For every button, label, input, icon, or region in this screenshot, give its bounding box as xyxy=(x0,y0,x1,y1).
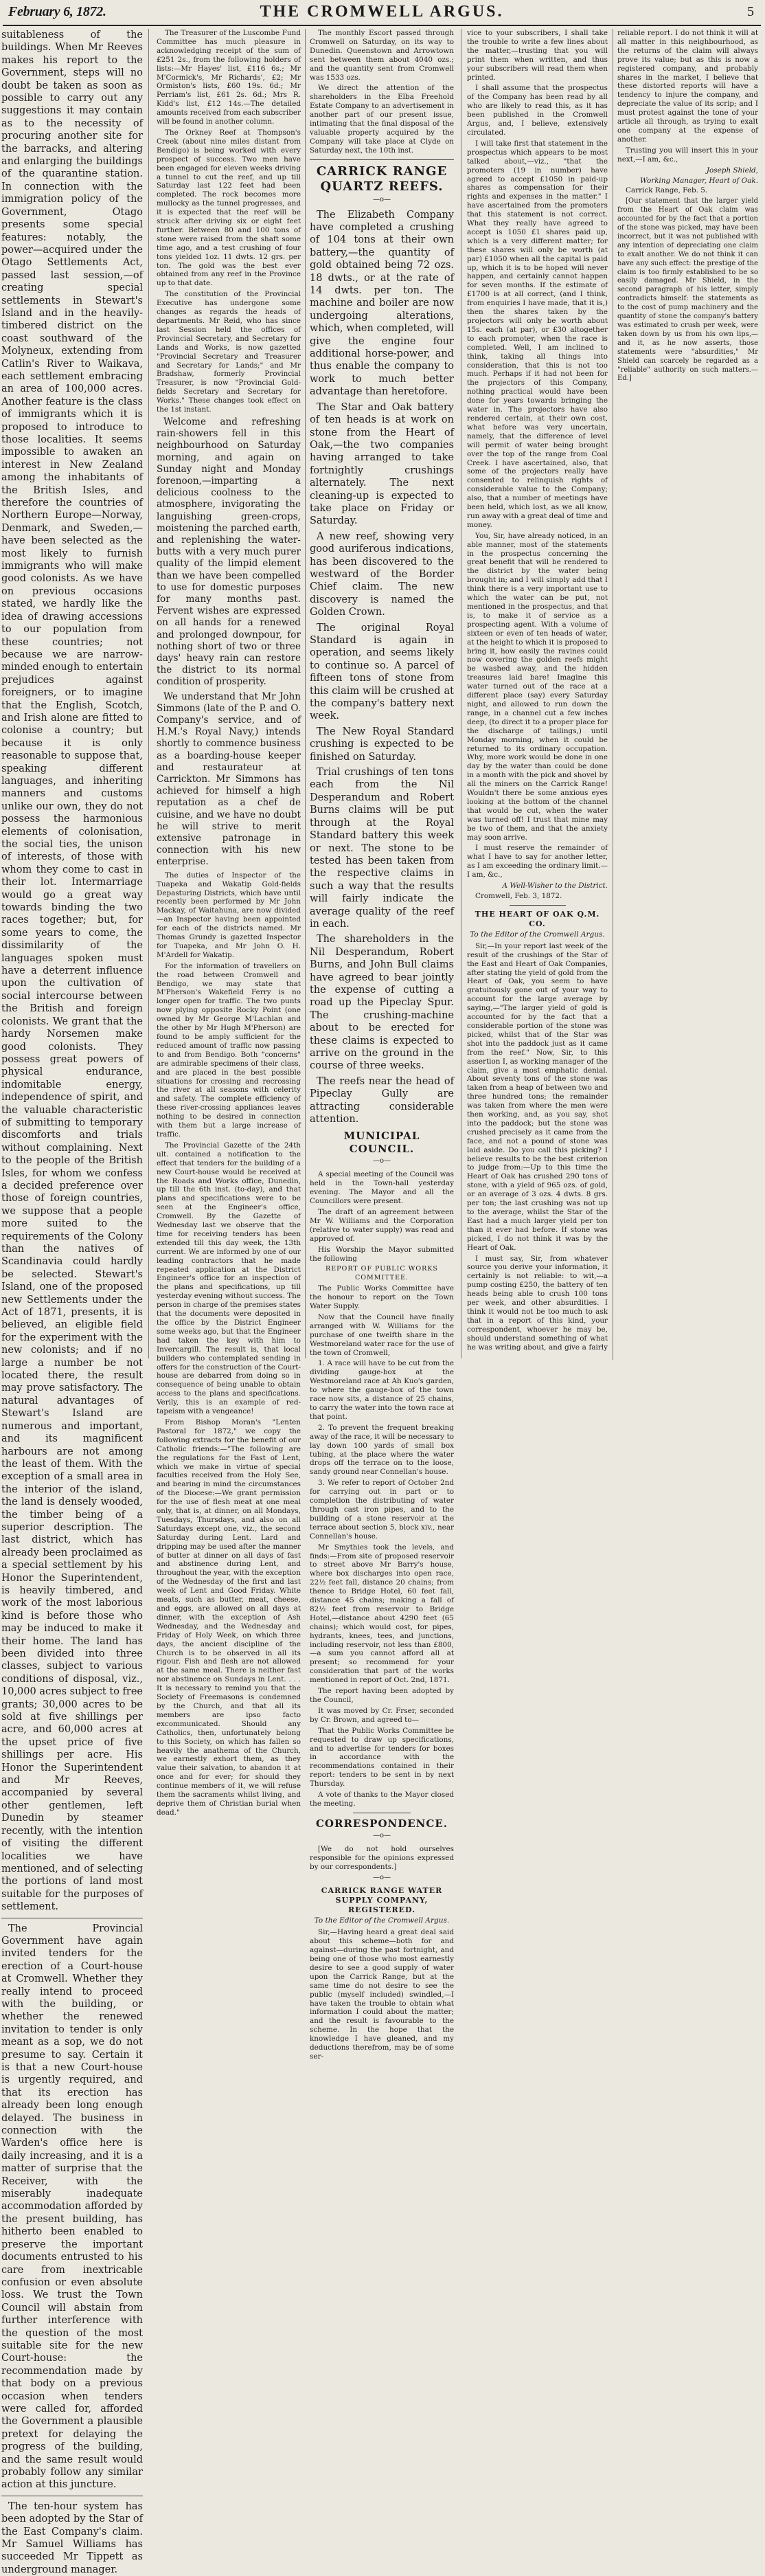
report-paragraph: 2. To prevent the frequent breaking away of the race, it will be necessary to lay down 100 yards of small box tubing, at the place where the water drops off the terrace on to the loose, sandy ground near Connellan's house. xyxy=(310,1423,454,1477)
letter-paragraph: You, Sir, have already noticed, in an able manner, most of the statements in the prospectus concerning the great benefit that will be rendered to the district by the water being brought in; and I will simply add that I think there is a very important use to which the water can be put, not mentioned in the prospectus, and that is, to make it of service as a prospecting agent. With a volume of sixteen or even of ten heads of water, at the height to which it is proposed to bring it, how easily the ravines could now covering the golden reefs might be washed away, and the hidden treasures laid bare! Imagine this water turned out of the race at a different place (say) every Saturday night, and allowed to run down the range, in a channel cut a few inches deep, (to direct it to a proper place for the discharge of tailings,) until Monday morning, when it could be returned to its ordinary occupation. Why, more work would be done in one day by the water than could be done in a month with the pick and shovel by all the miners on the Carrick Range! Wouldn't there be some anxious eyes looking at the bottom of the channel that would be cut, when the water was turned off! I trust that mine may be two of them, and that the anxiety may soon arrive. xyxy=(467,531,608,842)
report-paragraph: 3. We refer to report of October 2nd for carrying out in part or to completion the distributing of water through cast iron pipes, and to the building of a stone reservoir at the terrace about section 5, block xiv., near Connellan's house. xyxy=(310,1479,454,1541)
article-paragraph: The Treasurer of the Luscombe Fund Committee has much pleasure in acknowledging receipt of the sum of £251 2s., from the following holders of lists:—Mr Hayes' list, £116 6s.; Mr M'Cormick's, Mr Richards', £2; Mr Ormiston's lists, £60 19s. 6d.; Mr Perriam's list, £61 2s. 6d.; Mrs R. Kidd's list, £12 14s.—The detailed amounts received from each subscriber will be found in another column. xyxy=(157,29,301,126)
page-header xyxy=(5,3,758,23)
letter-paragraph: I will take first that statement in the prospectus which appears to be most talked about,—viz., "that the promoters (19 in number) have agreed to accept £1050 in paid-up shares as compensation for their rights and expenses in the matter." I have ascertained from the promoters that this statement is not correct. What they really have agreed to accept is 1050 £1 shares paid up, which is a very different matter; for these shares will only be worth (at par) £1050 when all the capital is paid up, which it is to be hoped will never happen, and certainly cannot happen for seven months. If the estimate of £1700 is at all correct, (and I think, from enquiries I have made, that it is,) then the shares taken by the projectors will only be worth about 15s. each (at par), or £30 altogether to each promoter, when the race is completed. Well, I am inclined to think, taking all things into consideration, that this is not too much. Perhaps if it had not been for the projectors of this Company, nothing practical would have been done for years towards bringing the water in. The projectors have also rendered certain, at their own cost, what before was very uncertain, namely, that the difference of level will permit of water being brought over the top of the range from Coal Creek. I have ascertained, also, that some of the projectors really have consented to relinquish rights of considerable value to the Company; also, that a number of meetings have been held, which lost, as we all know, run away with a great deal of time and money. xyxy=(467,139,608,529)
article-paragraph: Trial crushings of ten tons each from the Nil Desperandum and Robert Burns claims will be put through at the Royal Standard battery this week or next. The stone to be tested has been taken from the respective claims in such a way that the results will fairly indicate the average quality of the reef in each. xyxy=(310,767,454,930)
column-4 xyxy=(467,29,758,1360)
heading-ornament: —o— xyxy=(372,195,391,203)
article-divider xyxy=(310,159,454,160)
article-paragraph: That the Public Works Committee be requested to draw up specifications, and to advertise for tenders for boxes in accordance with the recommendations contained in their report: tenders to be sent in by next Thursday. xyxy=(310,1726,454,1789)
issue-date: February 6, 1872. xyxy=(8,4,106,19)
disclaimer: [We do not hold ourselves responsible for the opinions expressed by our correspondents.] xyxy=(310,1844,454,1871)
letter-dateline: Carrick Range, Feb. 5. xyxy=(626,186,708,195)
article-paragraph: A vote of thanks to the Mayor closed the meeting. xyxy=(310,1791,454,1808)
report-paragraph: Mr Smythies took the levels, and finds:—From site of proposed reservoir to street above Mr Barry's house, where box discharges into open race, 22½ feet fall, distance 20 chains; from thence to Bridge Hotel, 60 feet fall, distance 45 chains; making a fall of 82½ feet from reservoir to Bridge Hotel,—distance about 4290 feet (65 chains); which would cost, for pipes, hydrants, knees, tees, and junctions, including reservoir, not less than £800,—a sum you cannot afford all at present; so recommend for your consideration that part of the works mentioned in report of Oct. 2nd, 1871. xyxy=(310,1543,454,1685)
letter-paragraph: I must reserve the remainder of what I have to say for another letter, as I am exceeding the ordinary limit.—I am, &c., xyxy=(467,844,608,880)
section-heading-quartz-reefs: CARRICK RANGE QUARTZ REEFS. xyxy=(316,164,448,194)
letter-paragraph: I shall assume that the prospectus of the Company has been read by all who are likely to read this, as it has been published in the Cromwell Argus, and, I believe, extensively circulated. xyxy=(467,84,608,137)
heading-ornament: —o— xyxy=(372,1157,391,1165)
section-heading-correspondence: CORRESPONDENCE. xyxy=(315,1817,448,1830)
article-paragraph: The New Royal Standard crushing is expected to be finished on Saturday. xyxy=(310,726,454,763)
column-2 xyxy=(157,29,301,1817)
article-paragraph: The constitution of the Provincial Executive has undergone some changes as regards the heads of departments. Mr Reid, who has since last Session held the offices of Provincial Secretary, and Secretary for Lands and Works, is now gazetted "Provincial Secretary and Treasurer and Secretary for Lands;" and Mr Bradshaw, formerly Provincial Treasurer, is now "Provincial Gold-fields Secretary and Secretary for Works." These changes took effect on the 1st instant. xyxy=(157,290,301,414)
article-paragraph: Welcome and refreshing rain-showers fell in this neighbourhood on Saturday morning, and again on Sunday night and Monday forenoon,—imparting a delicious coolness to the atmosphere, invigorating the languishing green-crops, moistening the parched earth, and replenishing the water-butts with a very much purer quality of the limpid element than we have been compelled to use for domestic purposes for many months past. Fervent wishes are expressed on all hands for a renewed and prolonged downpour, for nothing short of two or three days' heavy rain can restore the district to its normal condition of prosperity. xyxy=(157,416,301,688)
report-paragraph: 1. A race will have to be cut from the dividing gauge-box at the Westmoreland race at Ah Kuo's garden, to where the gauge-box of the town race now sits, a distance of 25 chains, to carry the water into the town race at that point. xyxy=(310,1359,454,1421)
letter-dateline: Cromwell, Feb. 3, 1872. xyxy=(475,892,562,900)
column-rule xyxy=(148,29,149,1358)
report-paragraph: The Public Works Committee have the honour to report on the Town Water Supply. xyxy=(310,1284,454,1311)
article-paragraph: A special meeting of the Council was held in the Town-hall yesterday evening. The Mayor and all the Councillors were present. xyxy=(310,1170,454,1206)
letter-paragraph: Trusting you will insert this in your next,—I am, &c., xyxy=(617,146,758,164)
letter-paragraph: Sir,—Having heard a great deal said about this scheme—both for and against—during the past fortnight, and being one of those who most earnestly desire to see a good supply of water upon the Carrick Range, but at the same time do not desire to see the public (myself included) swindled,—I have taken the trouble to obtain what information I could about the matter; and the result is favourable to the scheme. In the hope that the knowledge I have gleaned, and my deductions therefrom, may be of some ser- xyxy=(310,1928,454,2061)
article-paragraph: The shareholders in the Nil Desperandum, Robert Burns, and John Bull claims have agreed to bear jointly the expense of cutting a road up the Pipeclay Spur. The crushing-machine about to be erected for these claims is expected to arrive on the ground in the course of three weeks. xyxy=(310,934,454,1072)
article-paragraph: The Star and Oak battery of ten heads is at work on stone from the Heart of Oak,—the two companies having arranged to take fortnightly crushings alternately. The next cleaning-up is expected to take place on Friday or Saturday. xyxy=(310,401,454,527)
article-divider xyxy=(510,905,566,906)
page-number: 5 xyxy=(747,4,754,19)
article-paragraph: The report having been adopted by the Council, xyxy=(310,1687,454,1704)
section-heading-municipal-council: MUNICIPAL COUNCIL. xyxy=(343,1130,420,1156)
article-paragraph: His Worship the Mayor submitted the following xyxy=(310,1245,454,1263)
letter-signature-title: Working Manager, Heart of Oak. xyxy=(640,176,758,185)
report-paragraph: Now that the Council have finally arranged with W. Williams for the purchase of one twelfth share in the Westmoreland water race for the use of the town of Cromwell, xyxy=(310,1312,454,1357)
article-paragraph: A new reef, showing very good auriferous indications, has been discovered to the westward of the Border Chief claim. The new discovery is named the Golden Crown. xyxy=(310,530,454,618)
article-paragraph: The Provincial Gazette of the 24th ult. contained a notification to the effect that tenders for the building of a new Court-house would be received at the Roads and Works office, Dunedin, up till the 6th inst. (to-day), and that plans and specifications were to be seen at the Engineer's office, Cromwell. By the Gazette of Wednesday last we observe that the time for receiving tenders has been extended till this day week, the 13th current. We are informed by one of our leading contractors that he made repeated application at the District Engineer's office for an inspection of the plans and specifications, up till yesterday evening without success. The person in charge of the premises states that the documents were deposited in the office by the District Engineer some weeks ago, but that the Engineer had taken the key with him to Invercargill. The result is, that local builders who contemplated sending in offers for the construction of the Court-house are debarred from doing so in consequence of being unable to obtain access to the plans and specifications. Verily, this is an example of red-tapeism with a vengeance! xyxy=(157,1141,301,1416)
article-paragraph: The Orkney Reef at Thompson's Creek (about nine miles distant from Bendigo) is being worked with every prospect of success. Two men have been engaged for eleven weeks driving a tunnel to cut the reef, and up till Saturday last 122 feet had been completed. The rock becomes more mullocky as the tunnel progresses, and it is expected that the reef will be struck after driving six or eight feet further. Between 80 and 100 tons of stone were raised from the shaft some time ago, and a test crushing of four tons yielded 1oz. 11 dwts. 12 grs. per ton. The gold was the best ever obtained from any reef in the Province up to that date. xyxy=(157,128,301,288)
article-paragraph: The ten-hour system has been adopted by the Star of the East Company's claim. Mr Samuel Williams has succeeded Mr Tippett as underground manager. xyxy=(1,2500,143,2575)
letter-address: To the Editor of the Cromwell Argus. xyxy=(314,1916,450,1925)
column-1 xyxy=(1,29,143,2575)
article-paragraph: The duties of Inspector of the Tuapeka and Wakatip Gold-fields Depasturing Districts, which have until recently been performed by Mr John Mackay, of Waitahuna, are now divided—an Inspector having been appointed for each of the districts named. Mr Thomas Grundy is gazetted Inspector for Tuapeka, and Mr John O. H. M'Ardell for Wakatip. xyxy=(157,871,301,959)
article-paragraph: The monthly Escort passed through Cromwell on Saturday, on its way to Dunedin. Queenstown and Arrowtown sent between them about 4040 ozs.; and the quantity sent from Cromwell was 1533 ozs. xyxy=(310,29,454,82)
column-3 xyxy=(310,29,454,2061)
article-paragraph: suitableness of the buildings. When Mr Reeves makes his report to the Government, steps will no doubt be taken as soon as possible to carry out any suggestions it may contain as to the necessity of procuring another site for the barracks, and altering and enlarging the buildings of the quarantine station. In connection with the immigration policy of the Government, Otago presents some special features: notably, the power—acquired under the Otago Settlements Act, passed last session,—of creating special settlements in Stewart's Island and in the heavily-timbered district on the coast southward of the Molyneux, extending from Catlin's River to Waikava, each settlement embracing an area of 100,000 acres. Another feature is the class of immigrants which it is proposed to introduce to those localities. It seems impossible to awaken an interest in New Zealand among the inhabitants of the British Isles, and therefore the countries of Northern Europe—Norway, Denmark, and Sweden,—have been selected as the most likely to furnish immigrants who will make good colonists. As we have on previous occasions stated, we hardly like the idea of drawing accessions to our population from these countries; not because we are narrow-minded enough to entertain prejudices against foreigners, or to imagine that the English, Scotch, and Irish alone are fitted to colonise a country; but because it is only reasonable to suppose that, speaking different languages, and inheriting manners and customs unlike our own, they do not possess the harmonious elements of colonisation, the social ties, the unison of interests, of those with whom they come to cast in their lot. Intermarriage would go a great way towards binding the two races together; but, for some years to come, the dissimilarity of the languages spoken must have a deterrent influence upon the cultivation of social intercourse between the British and foreign colonists. We grant that the hardy Norsemen make good colonists. They possess great powers of physical endurance, indomitable energy, independence of spirit, and the valuable characteristic of submitting to temporary discomforts and trials without complaining. Next to the people of the British Isles, for whom we confess a decided preference over those of foreign countries, we suppose that a people more suited to the requirements of the Colony than the natives of Scandinavia could hardly be selected. Stewart's Island, one of the proposed new Settlements under the Act of 1871, presents, it is believed, an eligible field for the experiment with the new colonists; and if no large a number be not located there, the result may prove satisfactory. The natural advantages of Stewart's Island are numerous and important, and its magnificent harbours are not among the least of them. With the exception of a small area in the interior of the island, the land is densely wooded, the timber being of a superior description. The last district, which has already been proclaimed as a special settlement by his Honor the Superintendent, is heavily timbered, and work of the most laborious kind is before those who may be induced to make it their home. The land has been divided into three classes, subject to various conditions of disposal, viz., 10,000 acres subject to free grants; 30,000 acres to be sold at five shillings per acre, and 60,000 acres at the upset price of five shillings per acre. His Honor the Superintendent and Mr Reeves, accompanied by several other gentlemen, left Dunedin by steamer recently, with the intention of visiting the different localities we have mentioned, and of selecting the portions of land most suitable for the purposes of settlement. xyxy=(1,30,143,1913)
article-paragraph: It was moved by Cr. Frser, seconded by Cr. Brown, and agreed to— xyxy=(310,1706,454,1724)
article-paragraph: From Bishop Moran's "Lenten Pastoral for 1872," we copy the following extracts for the benefit of our Catholic friends:—"The following are the regulations for the Fast of Lent, which we make in virtue of special faculties received from the Holy See, and bearing in mind the circumstances of the Diocese:—We grant permission for the use of flesh meat at one meal only, that is, at dinner, on all Mondays, Tuesdays, Thursdays, and also on all Saturdays except one, viz., the second Saturday during Lent. Lard and dripping may be used after the manner of butter at dinner on all days of fast and abstinence during Lent, and throughout the year, with the exception of the Wednesday of the first and last week of Lent and Good Friday. White meats, such as butter, meat, cheese, and eggs, are allowed on all days at dinner, with the exception of Ash Wednesday, and the Wednesday and Friday of Holy Week, on which three days, the ancient discipline of the Church is to be observed in all its rigour. Fish and flesh are not allowed at the same meal. There is neither fast nor abstinence on Sundays in Lent. . . . It is necessary to remind you that the Society of Freemasons is condemned by the Church, and that all its members are ipso facto excommunicated. Should any Catholics, then, unfortunately belong to this Society, on which has fallen so heavily the anathema of the Church, we earnestly exhort them, as they value their salvation, to abandon it at once and for ever; for should they continue members of it, we will refuse them the sacraments whilst living, and deprive them of Christian burial when dead." xyxy=(157,1418,301,1817)
letter-paragraph: I must say, Sir, from whatever source you derive your information, it certainly is not reliable: to wit,—a pump costing £250, the battery of ten heads being able to crush 100 tons per week, and other absurdities. I think it would not be too much to ask that in a report of this kind, your correspondent, whoever he may be, should understand something of what he was writing about, and give a fairly reliable report. I do not think it will at all matter in this neighbourhood, as the returns of the claim will always prove its value; but as this is now a registered company, and probably shares in the market, I believe that these distorted reports will have a tendency to injure the company, and depreciate the value of its scrip; and I must protest against the tone of your article all through, as trying to exalt one company at the expense of another. xyxy=(467,29,758,1352)
letter-signature: A Well-Wisher to the District. xyxy=(502,882,608,891)
column-rule xyxy=(305,29,306,1358)
article-paragraph: The Provincial Government have again invited tenders for the erection of a Court-house at Cromwell. Whether they really intend to proceed with the building, or whether the renewed invitation to tender is only meant as a sop, we do not presume to say. Certain it is that a new Court-house is urgently required, and that its erection has already been long enough delayed. The business in connection with the Warden's office here is daily increasing, and it is a matter of surprise that the Receiver, with the miserably inadequate accommodation afforded by the present building, has hitherto been enabled to preserve the important documents entrusted to his care from inextricable confusion or even absolute loss. We trust the Town Council will abstain from further interference with the question of the most suitable site for the new Court-house: the recommendation made by that body on a previous occasion when tenders were called for, afforded the Government a plausible pretext for delaying the progress of the building, and the same result would probably follow any similar action at this juncture. xyxy=(1,1923,143,2491)
article-paragraph: The original Royal Standard is again in operation, and seems likely to continue so. A parcel of fifteen tons of stone from this claim will be crushed at the company's battery next week. xyxy=(310,622,454,722)
large-type-notes xyxy=(157,416,301,869)
article-paragraph: For the information of travellers on the road between Cromwell and Bendigo, we may state that M'Pherson's Wakefield Ferry is no longer open for traffic. The two punts now plying opposite Rocky Point (one owned by Mr George M'Lachlan and the other by Mr Hugh M'Pherson) are found to be amply sufficient for the reduced amount of traffic now passing to and from Bendigo. Both "concerns" are admirable specimens of their class, and are placed in the best possible situations for crossing and recrossing the river at all seasons with celerity and safety. The complete efficiency of these river-crossing appliances leaves nothing to be desired in connection with them but a large increase of traffic. xyxy=(157,961,301,1139)
large-type-reefs xyxy=(310,209,454,1126)
heading-ornament: —o— xyxy=(372,1831,391,1839)
article-paragraph: The draft of an agreement between Mr W. Williams and the Corporation (relative to water supply) was read and approved of. xyxy=(310,1207,454,1243)
article-paragraph: The reefs near the head of Pipeclay Gully are attracting considerable attention. xyxy=(310,1075,454,1125)
header-rule xyxy=(3,25,761,26)
letter-heading-water-supply: CARRICK RANGE WATER SUPPLY COMPANY, REGISTERED. xyxy=(321,1886,443,1915)
letter-paragraph: vice to your subscribers, I shall take the trouble to write a few lines about the matter,—trusting that you will print them when written, and thus your subscribers will read them when printed. xyxy=(467,29,608,82)
masthead-title: THE CROMWELL ARGUS. xyxy=(260,3,504,21)
report-heading: REPORT OF PUBLIC WORKS COMMITTEE. xyxy=(326,1265,438,1282)
letter-paragraph: Sir,—In your report last week of the result of the crushings of the Star of the East and Heart of Oak Companies, after stating the yield of gold from the Heart of Oak, you seem to have gratuitously gone out of your way to account for the large average by saying,—"The larger yield of gold is accounted for by the fact that a considerable portion of the stone was picked, whilst that of the Star was shot into the paddock just as it came from the reef." Now, Sir, to this assertion I, as working manager of the claim, give a most emphatic denial. About seventy tons of the stone was taken from a heap of between two and three hundred tons; the remainder was taken from where the men were then working, and, as you say, shot into the paddock; but the stone was crushed precisely as it came from the face, and not a pound of stone was laid aside. Do you call this picking? I believe results to be the best criterion to judge from:—Up to this time the Heart of Oak has crushed 290 tons of stone, with a yield of 965 ozs. of gold, or an average of 3 ozs. 4 dwts. 8 grs. per ton; the last crushing was not up to the average, whilst the Star of the East had a much larger yield per ton than it ever had before. If stone was picked, I do not think it was by the Heart of Oak. xyxy=(467,941,608,1252)
article-paragraph: We understand that Mr John Simmons (late of the P. and O. Company's service, and of H.M.'s Royal Navy,) intends shortly to commence business as a boarding-house keeper and restaurateur at Carrickton. Mr Simmons has achieved for himself a high reputation as a chef de cuisine, and we have no doubt he will strive to merit extensive patronage in connection with his new enterprise. xyxy=(157,691,301,868)
leader-article xyxy=(1,29,143,2576)
letter-heading-heart-of-oak: THE HEART OF OAK Q.M. CO. xyxy=(475,909,600,928)
letter-signature: Joseph Shield, xyxy=(706,166,758,175)
article-paragraph: The Elizabeth Company have completed a crushing of 104 tons at their own battery,—the quantity of gold obtained being 72 ozs. 18 dwts., or at the rate of 14 dwts. per ton. The machine and boiler are now undergoing alterations, which, when completed, will give the engine four additional horse-power, and thus enable the company to work to much better advantage than heretofore. xyxy=(310,209,454,398)
heading-ornament: —o— xyxy=(372,1873,391,1881)
letter-address: To the Editor of the Cromwell Argus. xyxy=(470,930,605,939)
article-paragraph: We direct the attention of the shareholders in the Elba Freehold Estate Company to an advertisement in another part of our present issue, intimating that the final disposal of the valuable property acquired by the Company will take place at Clyde on Saturday next, the 10th inst. xyxy=(310,84,454,155)
editor-note: [Our statement that the larger yield from the Heart of Oak claim was accounted for by the fact that a portion of the stone was picked, may have been incorrect, but it was not published with any intention of depreciating one claim to exalt another. We do not think it can have any such effect: the prestige of the claim is too firmly established to be so easily damaged. Mr Shield, in the second paragraph of his letter, simply contradicts himself: the statements as to the cost of pump machinery and the quantity of stone the company's battery was estimated to crush per week, were taken down by us from his own lips,—and it, as he now asserts, those statements were "absurdities," Mr Shield can scarcely be regarded as a "reliable" authority on such matters.—Ed.] xyxy=(617,197,758,383)
